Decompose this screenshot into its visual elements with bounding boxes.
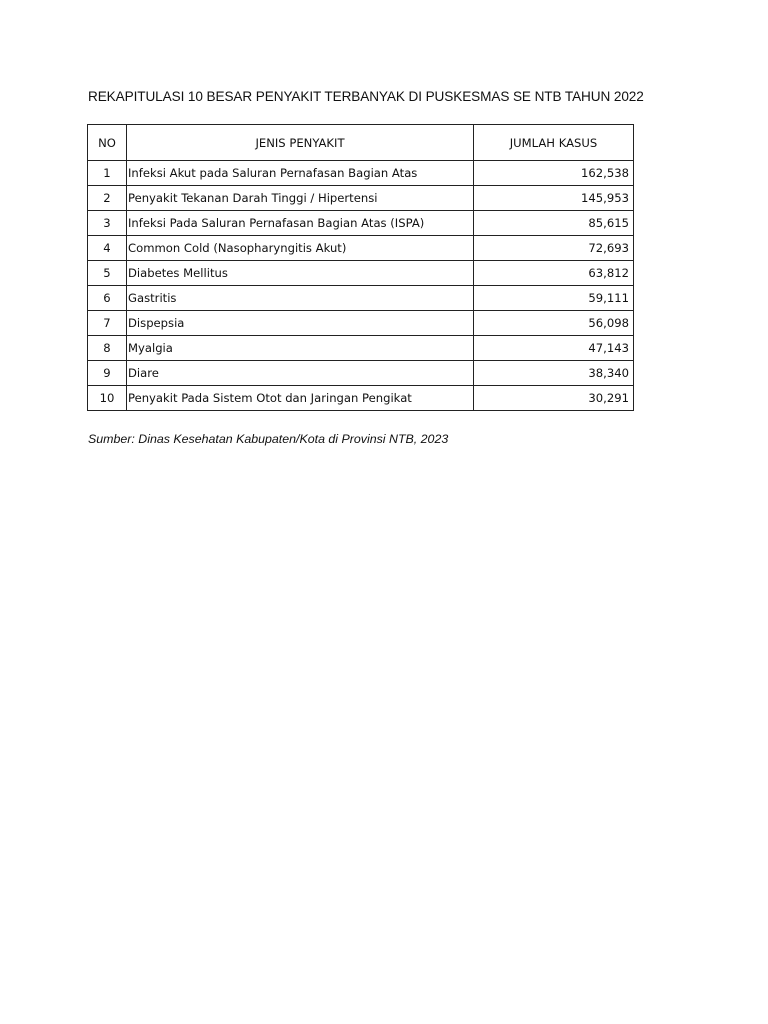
row-number: 3 — [88, 211, 127, 236]
disease-name: Penyakit Pada Sistem Otot dan Jaringan Pengikat — [127, 386, 474, 411]
case-count: 56,098 — [474, 311, 634, 336]
table-row — [88, 361, 634, 386]
table-row — [88, 261, 634, 286]
disease-name: Diabetes Mellitus — [127, 261, 474, 286]
table-row — [88, 311, 634, 336]
page-title: REKAPITULASI 10 BESAR PENYAKIT TERBANYAK DI PUSKESMAS SE NTB TAHUN 2022 — [88, 89, 644, 104]
case-count: 30,291 — [474, 386, 634, 411]
header-no: NO — [88, 125, 127, 161]
disease-name: Diare — [127, 361, 474, 386]
disease-table — [87, 124, 634, 411]
table-row — [88, 386, 634, 411]
disease-name: Infeksi Pada Saluran Pernafasan Bagian Atas (ISPA) — [127, 211, 474, 236]
row-number: 4 — [88, 236, 127, 261]
disease-name: Dispepsia — [127, 311, 474, 336]
table-row — [88, 236, 634, 261]
header-disease-type: JENIS PENYAKIT — [127, 125, 474, 161]
disease-name: Gastritis — [127, 286, 474, 311]
disease-name: Common Cold (Nasopharyngitis Akut) — [127, 236, 474, 261]
case-count: 38,340 — [474, 361, 634, 386]
table-row — [88, 286, 634, 311]
case-count: 85,615 — [474, 211, 634, 236]
case-count: 72,693 — [474, 236, 634, 261]
disease-name: Infeksi Akut pada Saluran Pernafasan Bagian Atas — [127, 161, 474, 186]
row-number: 8 — [88, 336, 127, 361]
table-body — [88, 161, 634, 411]
header-row — [88, 125, 634, 161]
source-note: Sumber: Dinas Kesehatan Kabupaten/Kota di Provinsi NTB, 2023 — [88, 432, 449, 446]
disease-name: Myalgia — [127, 336, 474, 361]
row-number: 1 — [88, 161, 127, 186]
case-count: 162,538 — [474, 161, 634, 186]
case-count: 145,953 — [474, 186, 634, 211]
row-number: 10 — [88, 386, 127, 411]
case-count: 63,812 — [474, 261, 634, 286]
header-case-count: JUMLAH KASUS — [474, 125, 634, 161]
row-number: 6 — [88, 286, 127, 311]
row-number: 7 — [88, 311, 127, 336]
table-row — [88, 161, 634, 186]
table-row — [88, 211, 634, 236]
table-row — [88, 336, 634, 361]
table-header — [88, 125, 634, 161]
row-number: 5 — [88, 261, 127, 286]
case-count: 47,143 — [474, 336, 634, 361]
row-number: 2 — [88, 186, 127, 211]
row-number: 9 — [88, 361, 127, 386]
table-row — [88, 186, 634, 211]
disease-name: Penyakit Tekanan Darah Tinggi / Hipertensi — [127, 186, 474, 211]
case-count: 59,111 — [474, 286, 634, 311]
